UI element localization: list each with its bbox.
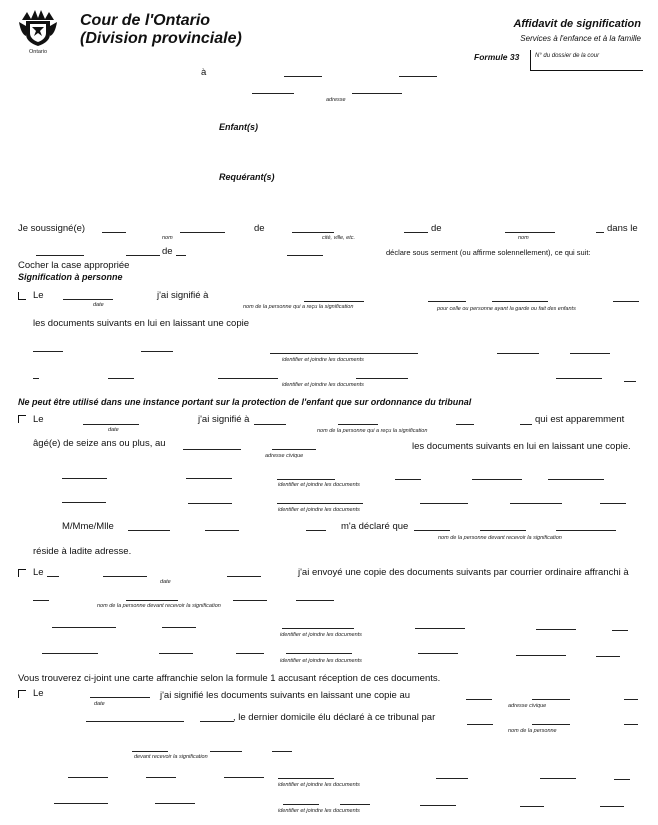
deponent-name-field-a[interactable] [102,232,126,233]
dans-le-label: dans le [607,223,638,234]
section3-date-field-b[interactable] [103,576,147,577]
section2-address-field-b[interactable] [272,449,316,450]
section4-docs-caption: identifier et joindre les documents [278,782,360,788]
section2-person-field-d[interactable] [520,424,532,425]
deponent-field-e[interactable] [596,232,604,233]
section3-doc-field-1[interactable] [52,627,116,628]
section2-doc-field-11[interactable] [510,503,562,504]
address-caption: adresse [326,97,346,103]
section1-doc-field-10[interactable] [556,378,602,379]
deponent-field-c[interactable] [404,232,428,233]
section2-doc-field-3[interactable] [277,479,335,480]
de-label: de [254,223,265,234]
intro-field-2[interactable] [399,76,437,77]
deponent-field-h[interactable] [176,255,186,256]
section4-person-field-b[interactable] [532,724,570,725]
section3-doc-field-3[interactable] [282,628,354,629]
section3-person-caption: nom de la personne devant recevoir la signification [97,603,221,609]
section4-address-caption: adresse civique [508,703,547,709]
section1-le: Le [33,290,44,301]
de2-label: de [431,223,442,234]
section3-doc-field-4[interactable] [415,628,465,629]
check-instruction: Cocher la case appropriée [18,260,130,271]
section4-doc-field-12[interactable] [420,805,456,806]
crest-label: Ontario [29,49,48,55]
section3-date-field-c[interactable] [227,576,261,577]
substituted-service-checkbox[interactable] [18,415,26,423]
intro-a: à [201,67,207,78]
intro-field-1[interactable] [284,76,322,77]
section2-person-field-c[interactable] [456,424,474,425]
section1-heading: Signification à personne [18,272,123,282]
section2-doc-field-9[interactable] [277,503,363,504]
section4-doc-field-13[interactable] [520,806,544,807]
section2-doc-field-4[interactable] [395,479,421,480]
section2-recipient-field-b[interactable] [205,530,239,531]
section4-domicile-field-a[interactable] [86,721,184,722]
section4-served-text: j'ai signifié les documents suivants en laissant une copie au [160,690,411,701]
section2-apparently: qui est apparemment [535,414,625,425]
form-number: Formule 33 [474,52,520,62]
section2-doc-field-2[interactable] [186,478,232,479]
section3-doc-field-7[interactable] [42,653,98,654]
section2-doc-field-5[interactable] [472,479,522,480]
section4-doc-field-5[interactable] [436,778,468,779]
section3-doc-field-11[interactable] [418,653,458,654]
section2-recipient-field-e[interactable] [480,530,526,531]
section1-doc-field-5[interactable] [570,353,610,354]
section4-doc-field-4[interactable] [278,778,334,779]
section4-le: Le [33,688,44,699]
section2-recipient-field-d[interactable] [414,530,450,531]
section3-doc-field-2[interactable] [162,627,196,628]
section3-date-caption: date [160,579,171,585]
section2-address-caption: adresse civique [265,453,304,459]
section1-guardian-caption: pour celle ou personne ayant la garde ou fait des enfants [437,306,576,312]
section4-person-field-c[interactable] [624,724,638,725]
section4-doc-field-3[interactable] [224,777,264,778]
section3-date-field-a[interactable] [47,576,59,577]
section4-doc-field-9[interactable] [155,803,195,804]
intro-field-4[interactable] [352,93,402,94]
section4-doc-field-1[interactable] [68,777,108,778]
section4-address-field-a[interactable] [466,699,492,700]
section2-date-caption: date [108,427,119,433]
section2-date-field[interactable] [83,424,139,425]
section1-doc-field-2[interactable] [141,351,173,352]
section3-doc-field-9[interactable] [236,653,264,654]
section3-card-text: Vous trouverez ci-joint une carte affranchie selon la formule 1 accusant réception de ces documents. [18,673,441,684]
deponent-name-field-b[interactable] [180,232,225,233]
ontario-crest-icon [18,6,58,48]
section2-doc-field-7[interactable] [62,502,106,503]
section2-heading: Ne peut être utilisé dans une instance portant sur la protection de l'enfant que sur ordonnance du tribunal [18,397,472,407]
court-division: (Division provinciale) [80,30,242,47]
section1-person-caption: nom de la personne qui a reçu la signification [243,304,354,310]
court-name: Cour de l'Ontario [80,12,211,29]
deponent-field-f[interactable] [36,255,84,256]
section3-doc-field-8[interactable] [159,653,193,654]
court-file-number-label: N° du dossier de la cour [535,53,600,59]
section2-le: Le [33,414,44,425]
section2-docs-caption2: identifier et joindre les documents [278,507,360,513]
section1-doc-field-4[interactable] [497,353,539,354]
section4-date-field[interactable] [90,697,150,698]
section1-docs-text: les documents suivants en lui en laissant une copie [33,318,249,329]
section3-le: Le [33,567,44,578]
intro-field-3[interactable] [252,93,294,94]
section2-doc-field-12[interactable] [600,503,626,504]
section3-doc-field-12[interactable] [516,655,566,656]
deponent-field-g[interactable] [126,255,160,256]
section4-person-caption: nom de la personne [508,728,557,734]
section3-person-field-b[interactable] [126,600,178,601]
section4-date-caption: date [94,701,105,707]
section2-recipient-field-a[interactable] [128,530,170,531]
section4-address-field-c[interactable] [624,699,638,700]
section4-recipient-field-a[interactable] [132,751,168,752]
applicant-label: Requérant(s) [219,172,275,182]
section1-guardian-field-a[interactable] [428,301,466,302]
section2-recipient-field-c[interactable] [306,530,326,531]
section3-doc-field-13[interactable] [596,656,620,657]
section2-age-text: âgé(e) de seize ans ou plus, au [33,438,166,449]
section4-domicile-field-b[interactable] [200,721,234,722]
section4-address-field-b[interactable] [532,699,570,700]
section2-docs-caption1: identifier et joindre les documents [278,482,360,488]
section4-person-field-a[interactable] [467,724,493,725]
section3-docs-caption1: identifier et joindre les documents [280,632,362,638]
section1-guardian-field-c[interactable] [613,301,639,302]
document-title: Affidavit de signification [513,18,641,30]
section3-person-field-d[interactable] [296,600,334,601]
children-label: Enfant(s) [219,122,258,132]
section3-mailed-text: j'ai envoyé une copie des documents suivants par courrier ordinaire affranchi à [298,567,629,578]
declaration-text: déclare sous serment (ou affirme solennellement), ce qui suit: [386,248,591,257]
section2-doc-field-10[interactable] [420,503,468,504]
section3-person-field-a[interactable] [33,600,49,601]
section1-doc-field-1[interactable] [33,351,63,352]
section4-recipient-caption: devant recevoir la signification [134,754,208,760]
deponent-city-field[interactable] [292,232,334,233]
personal-service-checkbox[interactable] [18,292,26,300]
section4-last-domicile: , le dernier domicile élu déclaré à ce tribunal par [233,712,436,723]
section2-person-field-a[interactable] [254,424,286,425]
section3-doc-field-5[interactable] [536,629,576,630]
section1-doc-field-3[interactable] [270,353,418,354]
section2-title: M/Mme/Mlle [62,521,114,532]
section2-docs-text: les documents suivants en lui en laissant une copie. [412,441,631,452]
section3-doc-field-10[interactable] [286,653,352,654]
mail-service-checkbox[interactable] [18,569,26,577]
section4-doc-field-7[interactable] [614,779,630,780]
section4-docs-caption2: identifier et joindre les documents [278,808,360,814]
section2-declared: m'a déclaré que [341,521,409,532]
section3-person-field-c[interactable] [233,600,267,601]
deponent-intro: Je soussigné(e) [18,223,86,234]
city-caption: cité, ville, etc. [322,235,356,241]
section1-docs-caption2: identifier et joindre les documents [282,382,364,388]
section1-doc-field-8[interactable] [218,378,278,379]
section1-doc-field-11[interactable] [624,381,636,382]
section4-doc-field-6[interactable] [540,778,576,779]
section2-person-caption: nom de la personne qui a reçu la signification [317,428,428,434]
name-caption: nom [162,235,173,241]
name2-caption: nom [518,235,529,241]
section2-doc-field-8[interactable] [188,503,232,504]
section2-resides: réside à ladite adresse. [33,546,132,557]
section1-doc-field-7[interactable] [108,378,134,379]
section1-person-field[interactable] [304,301,364,302]
section3-docs-caption2: identifier et joindre les documents [280,658,362,664]
section2-doc-field-1[interactable] [62,478,107,479]
section1-guardian-field-b[interactable] [492,301,548,302]
section2-served-to: j'ai signifié à [198,414,250,425]
section1-date-caption: date [93,302,104,308]
de3-label: de [162,246,173,257]
section4-doc-field-14[interactable] [600,806,624,807]
section1-served-to: j'ai signifié à [157,290,209,301]
deponent-field-i[interactable] [287,255,323,256]
section1-doc-field-6[interactable] [33,378,39,379]
document-subtitle: Services à l'enfance et à la famille [520,34,641,43]
section3-doc-field-6[interactable] [612,630,628,631]
section1-date-field[interactable] [63,299,113,300]
section4-recipient-field-b[interactable] [210,751,242,752]
section4-recipient-field-c[interactable] [272,751,292,752]
section4-doc-field-11[interactable] [340,804,370,805]
section2-recipient-field-f[interactable] [556,530,616,531]
section2-doc-field-6[interactable] [548,479,604,480]
deponent-field-d[interactable] [505,232,555,233]
section2-address-field-a[interactable] [183,449,241,450]
section1-doc-field-9[interactable] [356,378,408,379]
section1-docs-caption1: identifier et joindre les documents [282,357,364,363]
section4-doc-field-10[interactable] [283,804,319,805]
section2-person2-caption: nom de la personne devant recevoir la signification [438,535,562,541]
residence-service-checkbox[interactable] [18,690,26,698]
section2-person-field-b[interactable] [338,424,378,425]
section4-doc-field-2[interactable] [146,777,176,778]
section4-doc-field-8[interactable] [54,803,108,804]
